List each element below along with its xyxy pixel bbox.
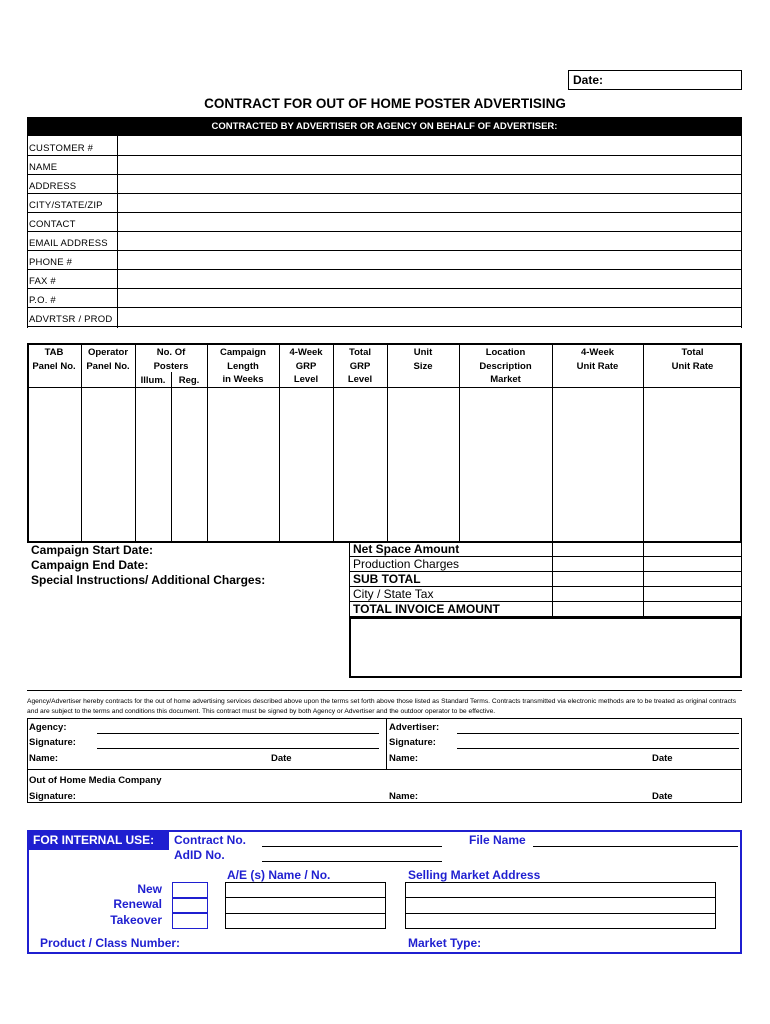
adid-no-field[interactable] <box>262 848 442 861</box>
ooh-name-label: Name: <box>389 791 419 802</box>
agency-name-label: Name: <box>29 753 59 764</box>
address-label: ADDRESS <box>29 181 77 192</box>
total-invoice-label: TOTAL INVOICE AMOUNT <box>353 602 500 616</box>
advertiser-date-label: Date <box>652 753 673 764</box>
file-name-label: File Name <box>469 833 526 847</box>
contract-no-field[interactable] <box>262 833 442 846</box>
ooh-company-label: Out of Home Media Company <box>29 775 162 786</box>
contact-field[interactable] <box>118 213 740 230</box>
col-reg: Reg. <box>178 375 200 386</box>
takeover-checkbox[interactable] <box>172 912 208 929</box>
terms-text: Agency/Advertiser hereby contracts for the out of home advertising services described above upon the terms set forth above those listed as Standard Terms. Contracts transmitted via electronic methods are to be treated as original contracts and are subject to the terms and conditions this document. This contract must be signed by both Agency or Advertiser and the outdoor operator to be effective. <box>27 698 737 715</box>
advertiser-product-field[interactable] <box>118 308 740 325</box>
advertiser-signature-field[interactable] <box>457 735 739 748</box>
takeover-label: Takeover <box>110 913 162 927</box>
file-name-field[interactable] <box>533 833 738 846</box>
production-charges-label: Production Charges <box>353 557 460 571</box>
col-campaign-length: Campaign Length in Weeks <box>220 347 266 385</box>
product-class-label: Product / Class Number: <box>40 936 181 950</box>
campaign-end-label: Campaign End Date: <box>31 558 149 572</box>
contract-banner-text: CONTRACTED BY ADVERTISER OR AGENCY ON BEHALF OF ADVERTISER: <box>211 121 558 132</box>
phone-field[interactable] <box>118 251 740 268</box>
special-instructions-box[interactable] <box>349 617 742 678</box>
adid-no-label: AdID No. <box>174 848 225 862</box>
date-label: Date: <box>573 73 604 87</box>
selling-market-label: Selling Market Address <box>408 868 541 882</box>
col-location: Location Description Market <box>479 347 532 385</box>
subtotal-label: SUB TOTAL <box>353 572 421 586</box>
customer-number-label: CUSTOMER # <box>29 143 94 154</box>
agency-field[interactable] <box>97 720 379 733</box>
col-illum: Illum. <box>140 375 166 386</box>
market-type-label: Market Type: <box>408 936 482 950</box>
page-title: CONTRACT FOR OUT OF HOME POSTER ADVERTISING <box>204 96 566 111</box>
po-label: P.O. # <box>29 295 56 306</box>
col-unit-size: Unit Size <box>413 347 433 372</box>
contract-banner <box>27 117 742 136</box>
net-space-label: Net Space Amount <box>353 542 460 556</box>
city-state-zip-label: CITY/STATE/ZIP <box>29 200 103 211</box>
col-tab-panel: TAB Panel No. <box>32 347 76 372</box>
name-field[interactable] <box>118 156 740 173</box>
phone-label: PHONE # <box>29 257 73 268</box>
col-operator-panel: Operator Panel No. <box>86 347 130 372</box>
agency-label: Agency: <box>29 722 67 733</box>
ooh-signature-label: Signature: <box>29 791 76 802</box>
address-field[interactable] <box>118 175 740 192</box>
advertiser-field[interactable] <box>457 720 739 733</box>
col-total-grp: Total GRP Level <box>347 347 373 385</box>
new-label: New <box>137 882 162 896</box>
fax-field[interactable] <box>118 270 740 287</box>
po-field[interactable] <box>118 289 740 306</box>
special-instructions-label: Special Instructions/ Additional Charges: <box>31 573 266 587</box>
renewal-label: Renewal <box>113 897 162 911</box>
col-4week-rate: 4-Week Unit Rate <box>576 347 619 372</box>
advertiser-name-label: Name: <box>389 753 419 764</box>
selling-market-fields[interactable] <box>405 882 716 929</box>
advertiser-label: Advertiser: <box>389 722 440 733</box>
internal-use-header-text: FOR INTERNAL USE: <box>33 833 155 847</box>
name-label: NAME <box>29 162 58 173</box>
col-total-unit-rate: Total Unit Rate <box>671 347 714 372</box>
col-no-of-posters: No. Of Posters <box>153 347 189 372</box>
fax-label: FAX # <box>29 276 56 287</box>
tax-label: City / State Tax <box>353 587 434 601</box>
ae-name-fields[interactable] <box>225 882 386 929</box>
agency-signature-field[interactable] <box>97 735 379 748</box>
email-label: EMAIL ADDRESS <box>29 238 108 249</box>
date-box[interactable] <box>568 70 742 90</box>
ae-name-label: A/E (s) Name / No. <box>227 868 331 882</box>
email-field[interactable] <box>118 232 740 249</box>
customer-number-field[interactable] <box>118 137 740 154</box>
advertiser-product-label: ADVRTSR / PROD <box>29 314 113 325</box>
ooh-date-label: Date <box>652 791 673 802</box>
agency-signature-label: Signature: <box>29 737 76 748</box>
col-4week-grp: 4-Week GRP Level <box>289 347 323 385</box>
advertiser-signature-label: Signature: <box>389 737 436 748</box>
agency-date-label: Date <box>271 753 292 764</box>
campaign-start-label: Campaign Start Date: <box>31 543 154 557</box>
city-state-zip-field[interactable] <box>118 194 740 211</box>
internal-use-header <box>29 832 169 850</box>
contract-no-label: Contract No. <box>174 833 246 847</box>
contact-label: CONTACT <box>29 219 76 230</box>
